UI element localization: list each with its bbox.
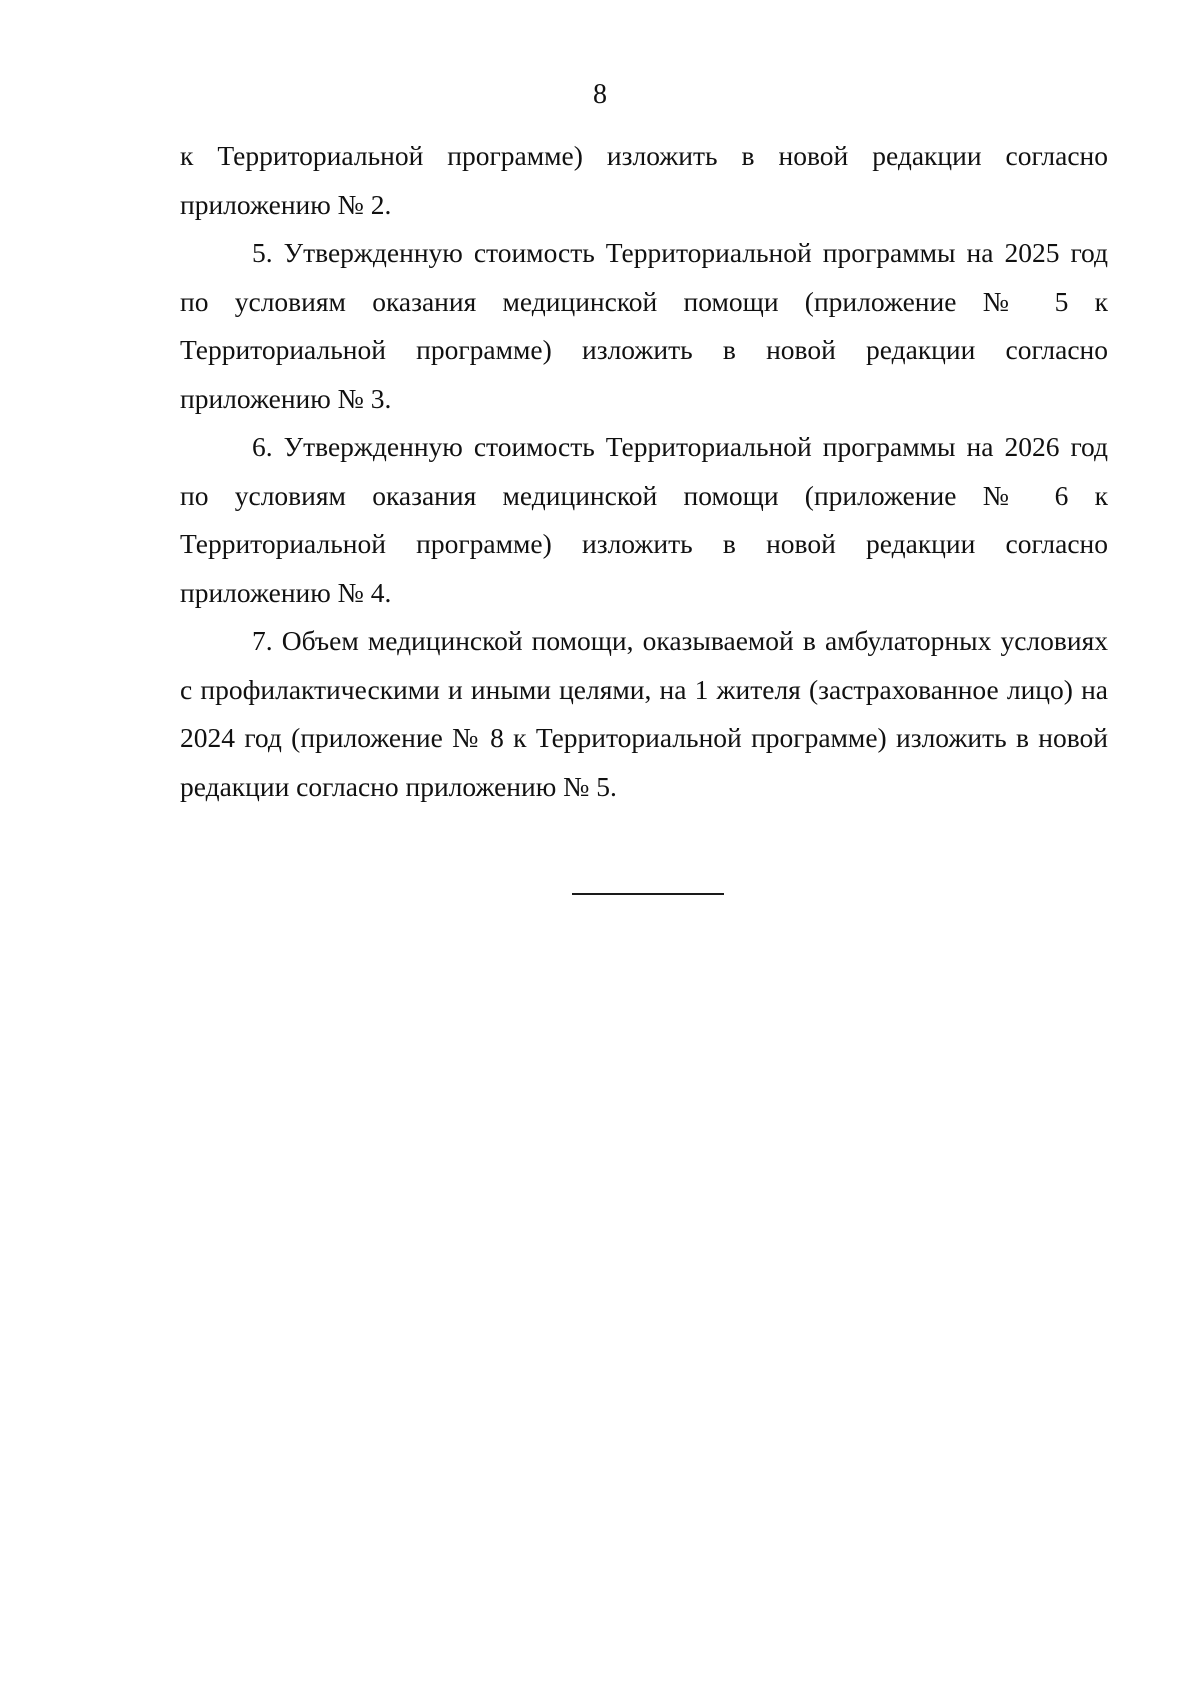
page-number: 8	[593, 79, 607, 110]
document-body	[180, 132, 1108, 811]
paragraph-item-7: 7. Объем медицинской помощи, оказываемой в амбулаторных условиях с профилактическими и иными целями, на 1 жителя (застрахованное лицо) на 2024 год (приложение № 8 к Территориальной программе) изложить в новой редакции согласно приложению № 5.	[180, 625, 1108, 802]
paragraph-continuation: к Территориальной программе) изложить в новой редакции согласно приложению № 2.	[180, 140, 1108, 220]
paragraph-item-6: 6. Утвержденную стоимость Территориальной программы на 2026 год по условиям оказания медицинской помощи (приложение № 6 к Территориальной программе) изложить в новой редакции согласно приложению № 4.	[180, 431, 1108, 608]
end-of-text-divider	[572, 893, 724, 895]
paragraph-item-5: 5. Утвержденную стоимость Территориальной программы на 2025 год по условиям оказания медицинской помощи (приложение № 5 к Территориальной программе) изложить в новой редакции согласно приложению № 3.	[180, 237, 1108, 414]
